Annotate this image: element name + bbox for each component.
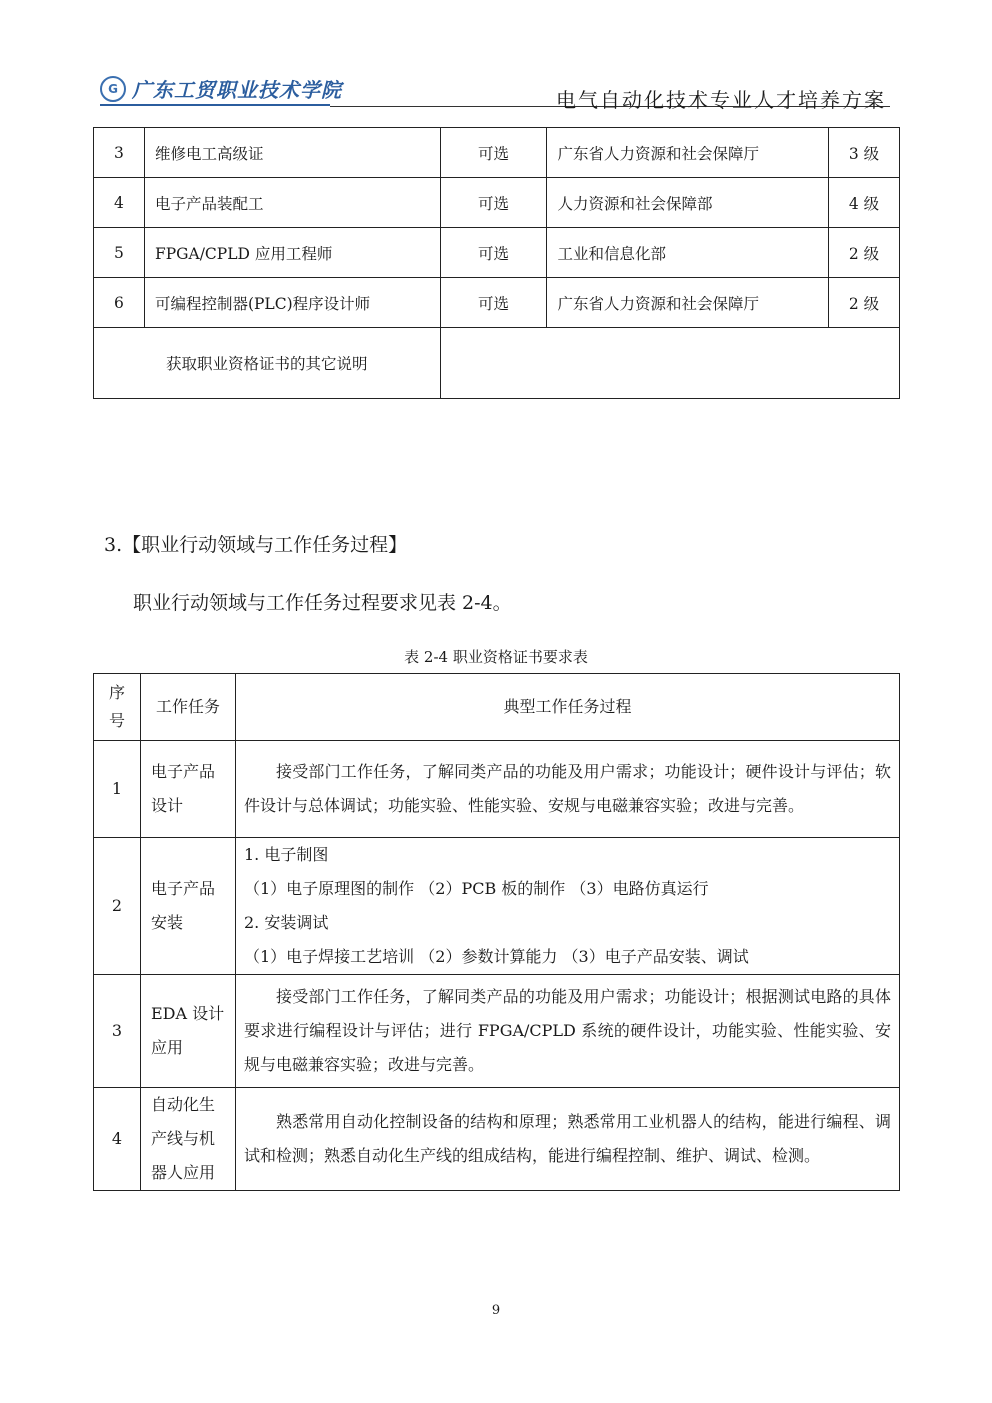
cert-number: 3 — [94, 128, 145, 178]
task-name-line: EDA 设计 — [151, 1004, 225, 1023]
task-number: 1 — [94, 741, 141, 838]
task-name — [141, 975, 236, 1088]
cert-name: 电子产品装配工 — [144, 178, 440, 228]
school-name: 广东工贸职业技术学院 — [132, 78, 342, 102]
task-name-line: 器人应用 — [151, 1163, 216, 1182]
page-number: 9 — [491, 1303, 501, 1318]
school-emblem-icon: G — [100, 76, 126, 102]
header-number — [94, 674, 141, 741]
section-heading: 3.【职业行动领域与工作任务过程】 — [104, 534, 408, 556]
task-process: 接受部门工作任务，了解同类产品的功能及用户需求；功能设计；根据测试电路的具体要求进行编程设计与评估；进行 FPGA/CPLD 系统的硬件设计，功能实验、性能实验、安规与电磁兼容实验；改进与完善。 — [236, 975, 900, 1088]
task-name-line: 设计 — [151, 796, 184, 815]
task-process-line: 2. 安装调试 — [244, 913, 329, 932]
task-process-line: 1. 电子制图 — [244, 845, 329, 864]
header-number-line: 号 — [108, 711, 125, 730]
page-header — [100, 72, 890, 112]
task-name — [141, 741, 236, 838]
task-number: 2 — [94, 838, 141, 975]
task-name-line: 应用 — [151, 1038, 184, 1057]
task-table — [93, 673, 900, 1191]
cert-name: 维修电工高级证 — [144, 128, 440, 178]
header-number-line: 序 — [108, 683, 125, 702]
table-row — [94, 228, 900, 278]
cert-dept: 广东省人力资源和社会保障厅 — [547, 278, 829, 328]
cert-level: 2 级 — [829, 228, 900, 278]
cert-dept: 人力资源和社会保障部 — [547, 178, 829, 228]
task-name — [141, 838, 236, 975]
certificate-table — [93, 127, 900, 399]
table-caption: 表 2-4 职业资格证书要求表 — [404, 648, 588, 666]
table-row — [94, 128, 900, 178]
cert-level: 2 级 — [829, 278, 900, 328]
task-name-line: 产线与机 — [151, 1129, 216, 1148]
table-row — [94, 838, 900, 975]
cert-level: 3 级 — [829, 128, 900, 178]
school-logo — [100, 74, 342, 103]
task-name-line: 电子产品 — [151, 879, 216, 898]
table-row — [94, 178, 900, 228]
task-name-line: 安装 — [151, 913, 184, 932]
cert-note-label: 获取职业资格证书的其它说明 — [94, 328, 441, 399]
task-name-line: 自动化生 — [151, 1095, 216, 1114]
cert-note-value — [440, 328, 899, 399]
cert-name: 可编程控制器(PLC)程序设计师 — [144, 278, 440, 328]
table-row — [94, 278, 900, 328]
cert-option: 可选 — [440, 178, 547, 228]
cert-name: FPGA/CPLD 应用工程师 — [144, 228, 440, 278]
task-name-line: 电子产品 — [151, 762, 216, 781]
table-row — [94, 741, 900, 838]
task-name — [141, 1088, 236, 1191]
task-number: 3 — [94, 975, 141, 1088]
table-row — [94, 975, 900, 1088]
table-row — [94, 328, 900, 399]
task-process: 接受部门工作任务，了解同类产品的功能及用户需求；功能设计；硬件设计与评估；软件设计与总体调试；功能实验、性能实验、安规与电磁兼容实验；改进与完善。 — [236, 741, 900, 838]
cert-option: 可选 — [440, 128, 547, 178]
header-task: 工作任务 — [141, 674, 236, 741]
task-number: 4 — [94, 1088, 141, 1191]
logo-underline — [100, 104, 330, 106]
cert-number: 5 — [94, 228, 145, 278]
task-process — [236, 838, 900, 975]
section-paragraph: 职业行动领域与工作任务过程要求见表 2-4。 — [133, 592, 512, 614]
cert-level: 4 级 — [829, 178, 900, 228]
task-process-line: （1）电子焊接工艺培训 （2）参数计算能力 （3）电子产品安装、调试 — [244, 947, 749, 966]
document-title: 电气自动化技术专业人才培养方案 — [556, 88, 886, 112]
cert-option: 可选 — [440, 228, 547, 278]
task-process-line: （1）电子原理图的制作 （2）PCB 板的制作 （3）电路仿真运行 — [244, 879, 709, 898]
task-process: 熟悉常用自动化控制设备的结构和原理；熟悉常用工业机器人的结构，能进行编程、调试和检测；熟悉自动化生产线的组成结构，能进行编程控制、维护、调试、检测。 — [236, 1088, 900, 1191]
cert-number: 4 — [94, 178, 145, 228]
header-process: 典型工作任务过程 — [236, 674, 900, 741]
cert-number: 6 — [94, 278, 145, 328]
cert-option: 可选 — [440, 278, 547, 328]
cert-dept: 广东省人力资源和社会保障厅 — [547, 128, 829, 178]
table-header-row — [94, 674, 900, 741]
table-row — [94, 1088, 900, 1191]
cert-dept: 工业和信息化部 — [547, 228, 829, 278]
